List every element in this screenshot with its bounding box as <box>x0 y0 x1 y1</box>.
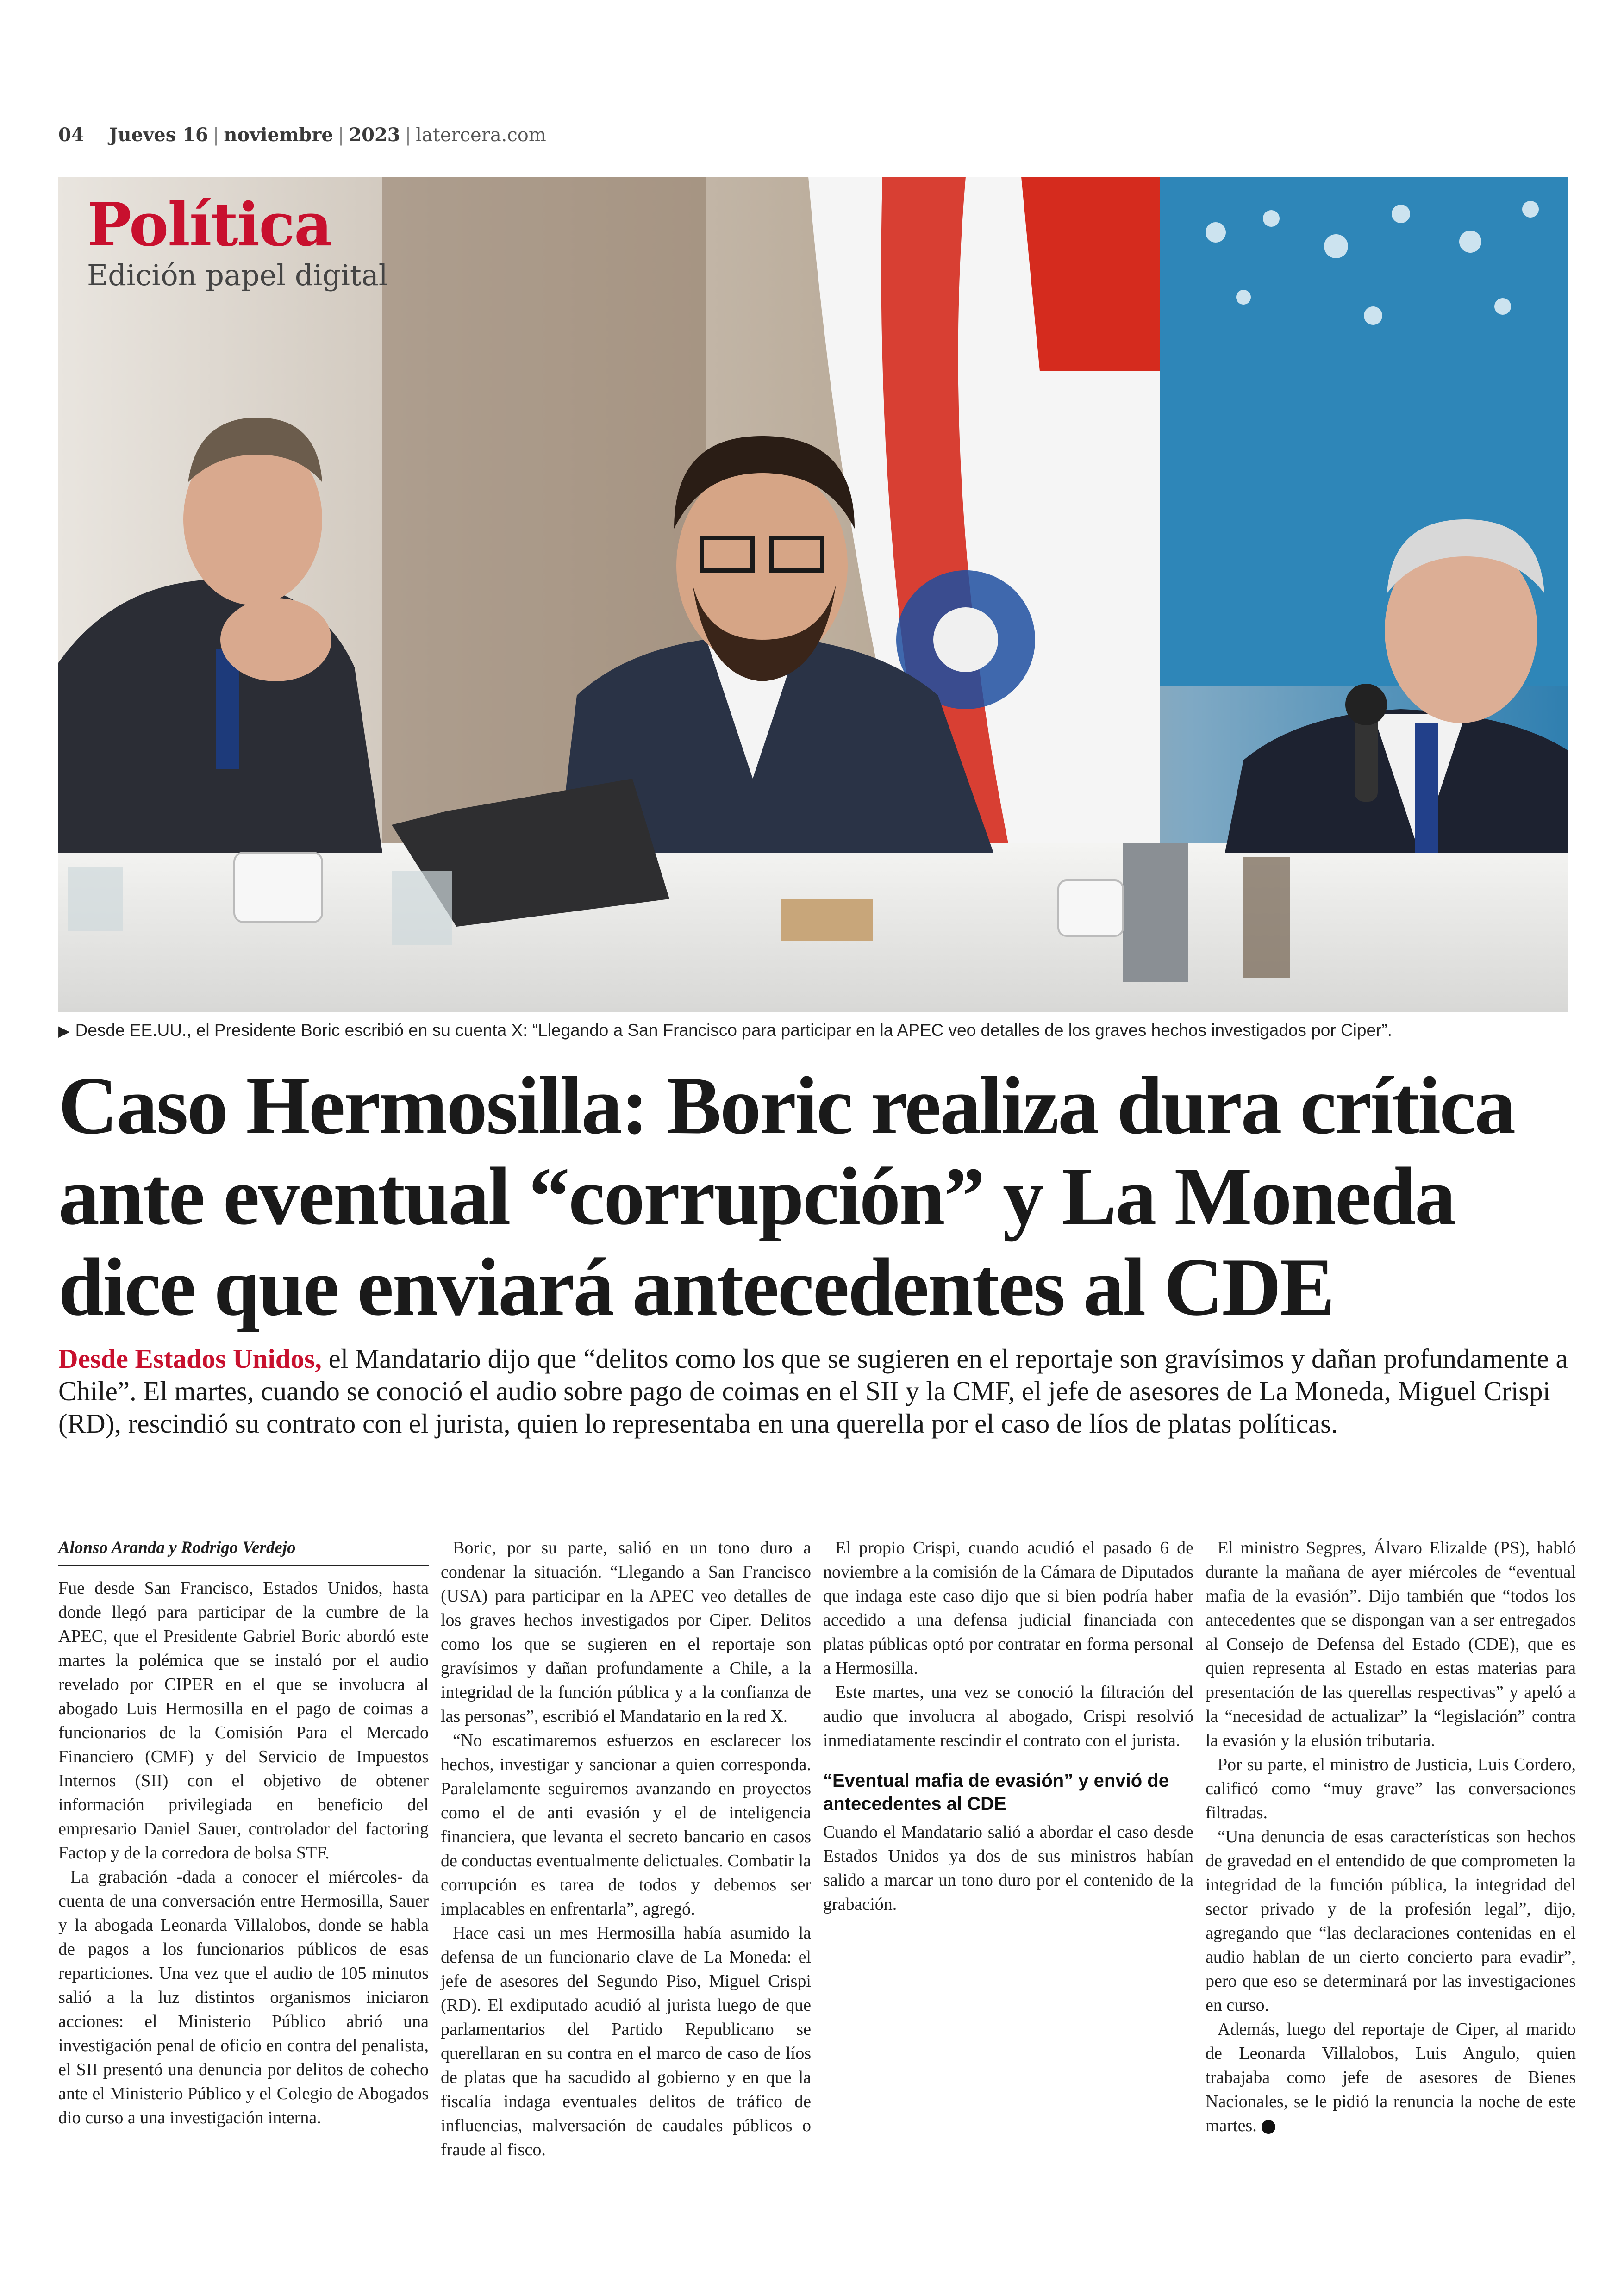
body-subhead: “Eventual mafia de evasión” y envió de antecedentes al CDE <box>823 1771 1169 1814</box>
body-paragraph-last <box>1206 2017 1576 2138</box>
body-column-4 <box>1206 1536 1576 2138</box>
folio-month: noviembre <box>224 124 333 146</box>
body-paragraph: “No escatimaremos esfuerzos en esclarecer los hechos, investigar y sancionar a quien corresponda. Paralelamente seguiremos avanzando en proyectos como el de anti evasión y el de inteligencia financiera, que levanta el secreto bancario en casos de conductas eventualmente delictuales. Combatir la corrupción es tarea de todos y debemos ser implacables en enfrentarla”, agregó. <box>441 1731 811 1919</box>
section-label <box>87 190 388 292</box>
lead-photo <box>58 177 1568 1012</box>
photo-illustration <box>58 177 1568 1012</box>
body-column-1 <box>58 1536 429 2130</box>
lead-text: el Mandatario dijo que “delitos como los que se sugieren en el reportaje son gravísimos y dañan profundamente a Chile”. El martes, cuando se conoció el audio sobre pago de coimas en el SII y la CMF, el jefe de asesores de La Moneda, Miguel Crispi (RD), rescindió su contrato con el jurista, quien lo representaba en una querella por el caso de líos de platas políticas. <box>58 1343 1568 1439</box>
body-paragraph: Boric, por su parte, salió en un tono duro a condenar la situación. “Llegando a San Francisco (USA) para participar en la APEC veo detalles de los graves hechos investigados por Ciper. Delitos como los que se sugieren en el reportaje son gravísimos y dañan profundamente a Chile, a la integridad de la función pública y a la confianza de las personas”, escribió el Mandatario en la red X. <box>441 1538 811 1726</box>
byline: Alonso Aranda y Rodrigo Verdejo <box>58 1536 429 1566</box>
body-column-3 <box>823 1536 1193 1916</box>
body-paragraph: El propio Crispi, cuando acudió el pasado 6 de noviembre a la comisión de la Cámara de Diputados que indaga este caso dijo que si bien podría haber accedido a una defensa judicial financiada con platas públicas optó por contratar en forma personal a Hermosilla. <box>823 1538 1193 1678</box>
folio-site: latercera.com <box>416 125 546 146</box>
body-paragraph-text: Además, luego del reportaje de Ciper, al marido de Leonarda Villalobos, Luis Angulo, quien trabajaba como jefe de asesores de Bienes Nacionales, se le pidió la renuncia la noche de este martes. <box>1206 2020 1576 2135</box>
photo-caption <box>58 1021 1568 1040</box>
photo-caption-text: Desde EE.UU., el Presidente Boric escribió en su cuenta X: “Llegando a San Francisco para participar en la APEC veo detalles de los graves hechos investigados por Ciper”. <box>75 1021 1392 1040</box>
caption-arrow-icon: ▶ <box>58 1023 70 1039</box>
body-paragraph: La grabación -dada a conocer el miércoles- da cuenta de una conversación entre Hermosilla, Sauer y la abogada Leonarda Villalobos, donde se habla de pagos a los funcionarios públicos de esas reparticiones. Una vez que el audio de 105 minutos salió a la luz distintos organismos iniciaron acciones: el Ministerio Público abrió una investigación penal de oficio en contra del penalista, el SII presentó una denuncia por delitos de cohecho ante el Ministerio Público y el Colegio de Abogados dio curso a una investigación interna. <box>58 1867 429 2127</box>
page-folio: 04 Jueves 16 | noviembre | 2023 | latercera.com <box>58 124 546 146</box>
headline: Caso Hermosilla: Boric realiza dura crítica ante eventual “corrupción” y La Moneda dice que enviará antecedentes al CDE <box>58 1060 1515 1333</box>
page-number: 04 <box>58 124 84 146</box>
body-paragraph: El ministro Segpres, Álvaro Elizalde (PS), habló durante la mañana de ayer miércoles de “eventual mafia de la evasión”. Dijo también que “todos los antecedentes que se dispongan van a ser entregados al Consejo de Defensa del Estado (CDE), que es quien representa al Estado en estas materias para presentación de las querellas respectivas” y apeló a la “necesidad de actualizar” la “legislación” contra la evasión y la elusión tributaria. <box>1206 1538 1576 1750</box>
body-column-2 <box>441 1536 811 2162</box>
body-paragraph: Fue desde San Francisco, Estados Unidos, hasta donde llegó para participar de la cumbre de la APEC, que el Presidente Gabriel Boric abordó este martes la polémica que se instaló por el audio revelado por CIPER en el que se involucra al abogado Luis Hermosilla en el pago de coimas a funcionarios de la Comisión Para el Mercado Financiero (CMF) y del Servicio de Impuestos Internos (SII) con el objetivo de obtener información privilegiada en beneficio del empresario Daniel Sauer, controlador del factoring Factop y de la corredora de bolsa STF. <box>58 1578 429 1863</box>
body-paragraph: “Una denuncia de esas características son hechos de gravedad en el entendido de que comprometen la integridad de la función pública, la integridad del sector privado y de la profesión legal”, dijo, agregando que “las declaraciones contenidas en el audio hablan de un cierto concierto para evadir”, pero que eso se determinará por las investigaciones en curso. <box>1206 1827 1576 2015</box>
section-subtitle: Edición papel digital <box>87 258 388 292</box>
lead-kicker: Desde Estados Unidos, <box>58 1343 322 1374</box>
body-paragraph: Este martes, una vez se conoció la filtración del audio que involucra al abogado, Crispi resolvió inmediatamente rescindir el contrato con el jurista. <box>823 1683 1193 1750</box>
body-paragraph: Cuando el Mandatario salió a abordar el caso desde Estados Unidos ya dos de sus ministros habían salido a marcar un tono duro por el contenido de la grabación. <box>823 1822 1193 1914</box>
end-mark-icon <box>1262 2120 1275 2134</box>
folio-day: Jueves 16 <box>109 124 208 146</box>
body-paragraph: Hace casi un mes Hermosilla había asumido la defensa de un funcionario clave de La Moneda: el jefe de asesores del Segundo Piso, Miguel Crispi (RD). El exdiputado acudió al jurista luego de que parlamentarios del Partido Republicano se querellaran en su contra en el marco de caso de líos de platas que ha sacudido al gobierno y en que la fiscalía indaga eventuales delitos de tráfico de influencias, malversación de caudales públicos o fraude al fisco. <box>441 1923 811 2159</box>
section-title: Política <box>87 190 332 260</box>
folio-year: 2023 <box>349 124 400 146</box>
lead-paragraph <box>58 1342 1568 1440</box>
body-paragraph: Por su parte, el ministro de Justicia, Luis Cordero, calificó como “muy grave” las conversaciones filtradas. <box>1206 1755 1576 1822</box>
